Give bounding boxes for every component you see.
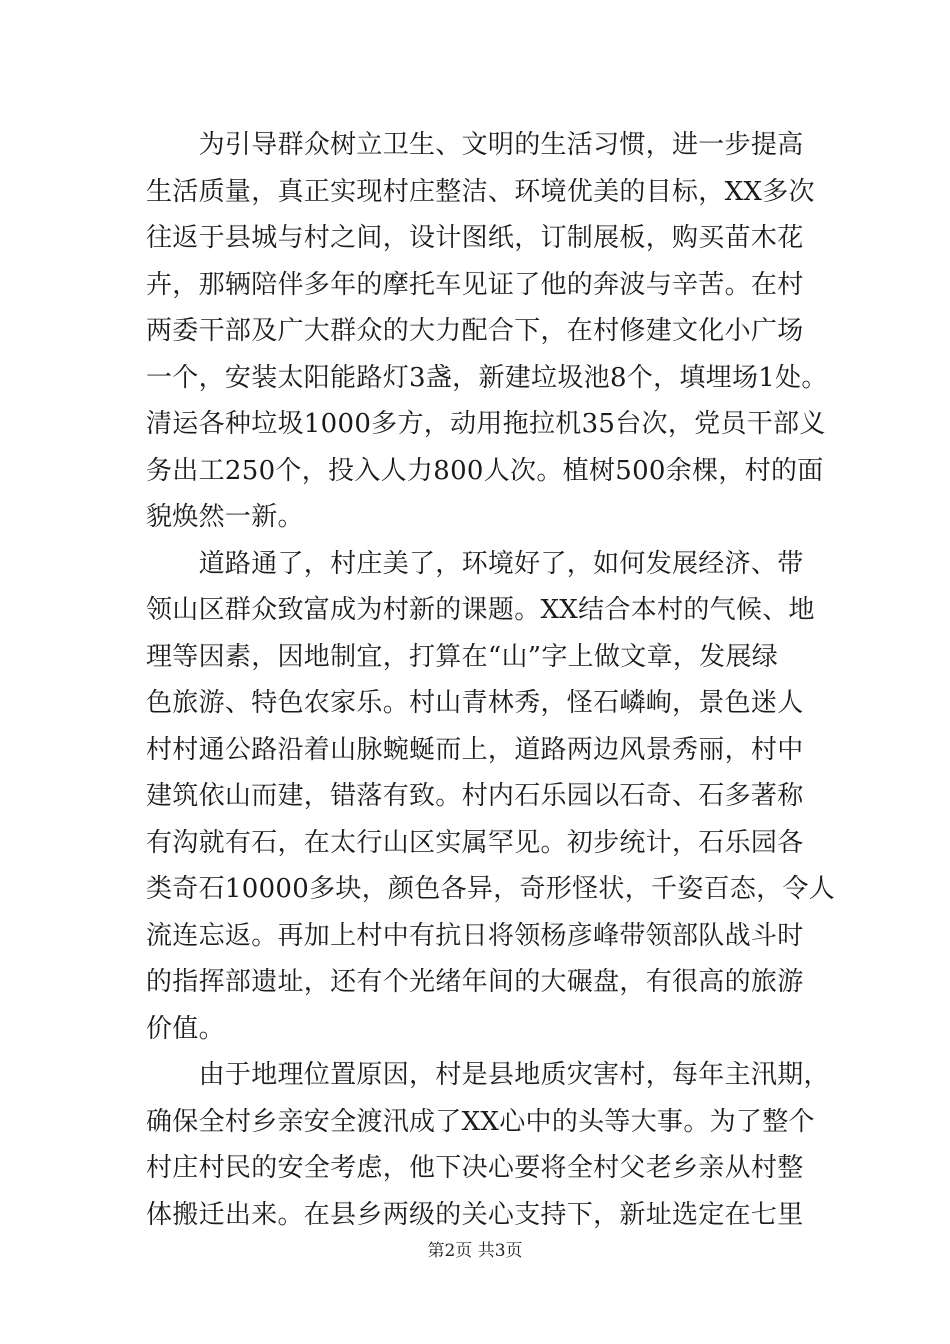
text-line: 确保全村乡亲安全渡汛成了XX心中的头等大事。为了整个 [146, 1106, 815, 1137]
document-body [146, 122, 836, 1238]
text-line: 村村通公路沿着山脉蜿蜒而上，道路两边风景秀丽，村中 [146, 734, 804, 765]
text-line: 两委干部及广大群众的大力配合下，在村修建文化小广场 [146, 316, 804, 346]
text-line: 价值。 [146, 1013, 225, 1044]
text-line: 色旅游、特色农家乐。村山青林秀，怪石嶙峋，景色迷人 [146, 688, 804, 718]
text-line: 貌焕然一新。 [146, 502, 304, 532]
text-line: 卉，那辆陪伴多年的摩托车见证了他的奔波与辛苦。在村 [146, 269, 804, 300]
text-line: 往返于县城与村之间，设计图纸，订制展板，购买苗木花 [146, 223, 804, 253]
text-line: 建筑依山而建，错落有致。村内石乐园以石奇、石多著称 [146, 781, 804, 811]
text-line: 理等因素，因地制宜，打算在“山”字上做文章，发展绿 [146, 641, 779, 672]
text-line: 道路通了，村庄美了，环境好了，如何发展经济、带 [146, 548, 804, 579]
text-line: 有沟就有石，在太行山区实属罕见。初步统计，石乐园各 [146, 827, 804, 858]
text-line: 由于地理位置原因，村是县地质灾害村，每年主汛期， [146, 1060, 830, 1090]
text-line: 领山区群众致富成为村新的课题。XX结合本村的气候、地 [146, 595, 815, 625]
text-line: 清运各种垃圾1000多方，动用拖拉机35台次，党员干部义 [146, 409, 826, 439]
text-line: 村庄村民的安全考虑，他下决心要将全村父老乡亲从村整 [146, 1153, 804, 1183]
text-line: 为引导群众树立卫生、文明的生活习惯，进一步提高 [146, 130, 804, 160]
page-number-footer: 第2页 共3页 [427, 1241, 523, 1261]
text-line: 务出工250个，投入人力800人次。植树500余棵，村的面 [146, 455, 824, 486]
text-line: 类奇石10000多块，颜色各异，奇形怪状，千姿百态，令人 [146, 874, 836, 904]
text-line: 体搬迁出来。在县乡两级的关心支持下，新址选定在七里 [146, 1199, 804, 1230]
text-line: 生活质量，真正实现村庄整洁、环境优美的目标，XX多次 [146, 176, 815, 207]
text-line: 流连忘返。再加上村中有抗日将领杨彦峰带领部队战斗时 [146, 920, 804, 951]
text-line: 一个，安装太阳能路灯3盏，新建垃圾池8个，填埋场1处。 [146, 362, 828, 393]
text-line: 的指挥部遗址，还有个光绪年间的大碾盘，有很高的旅游 [146, 967, 804, 997]
